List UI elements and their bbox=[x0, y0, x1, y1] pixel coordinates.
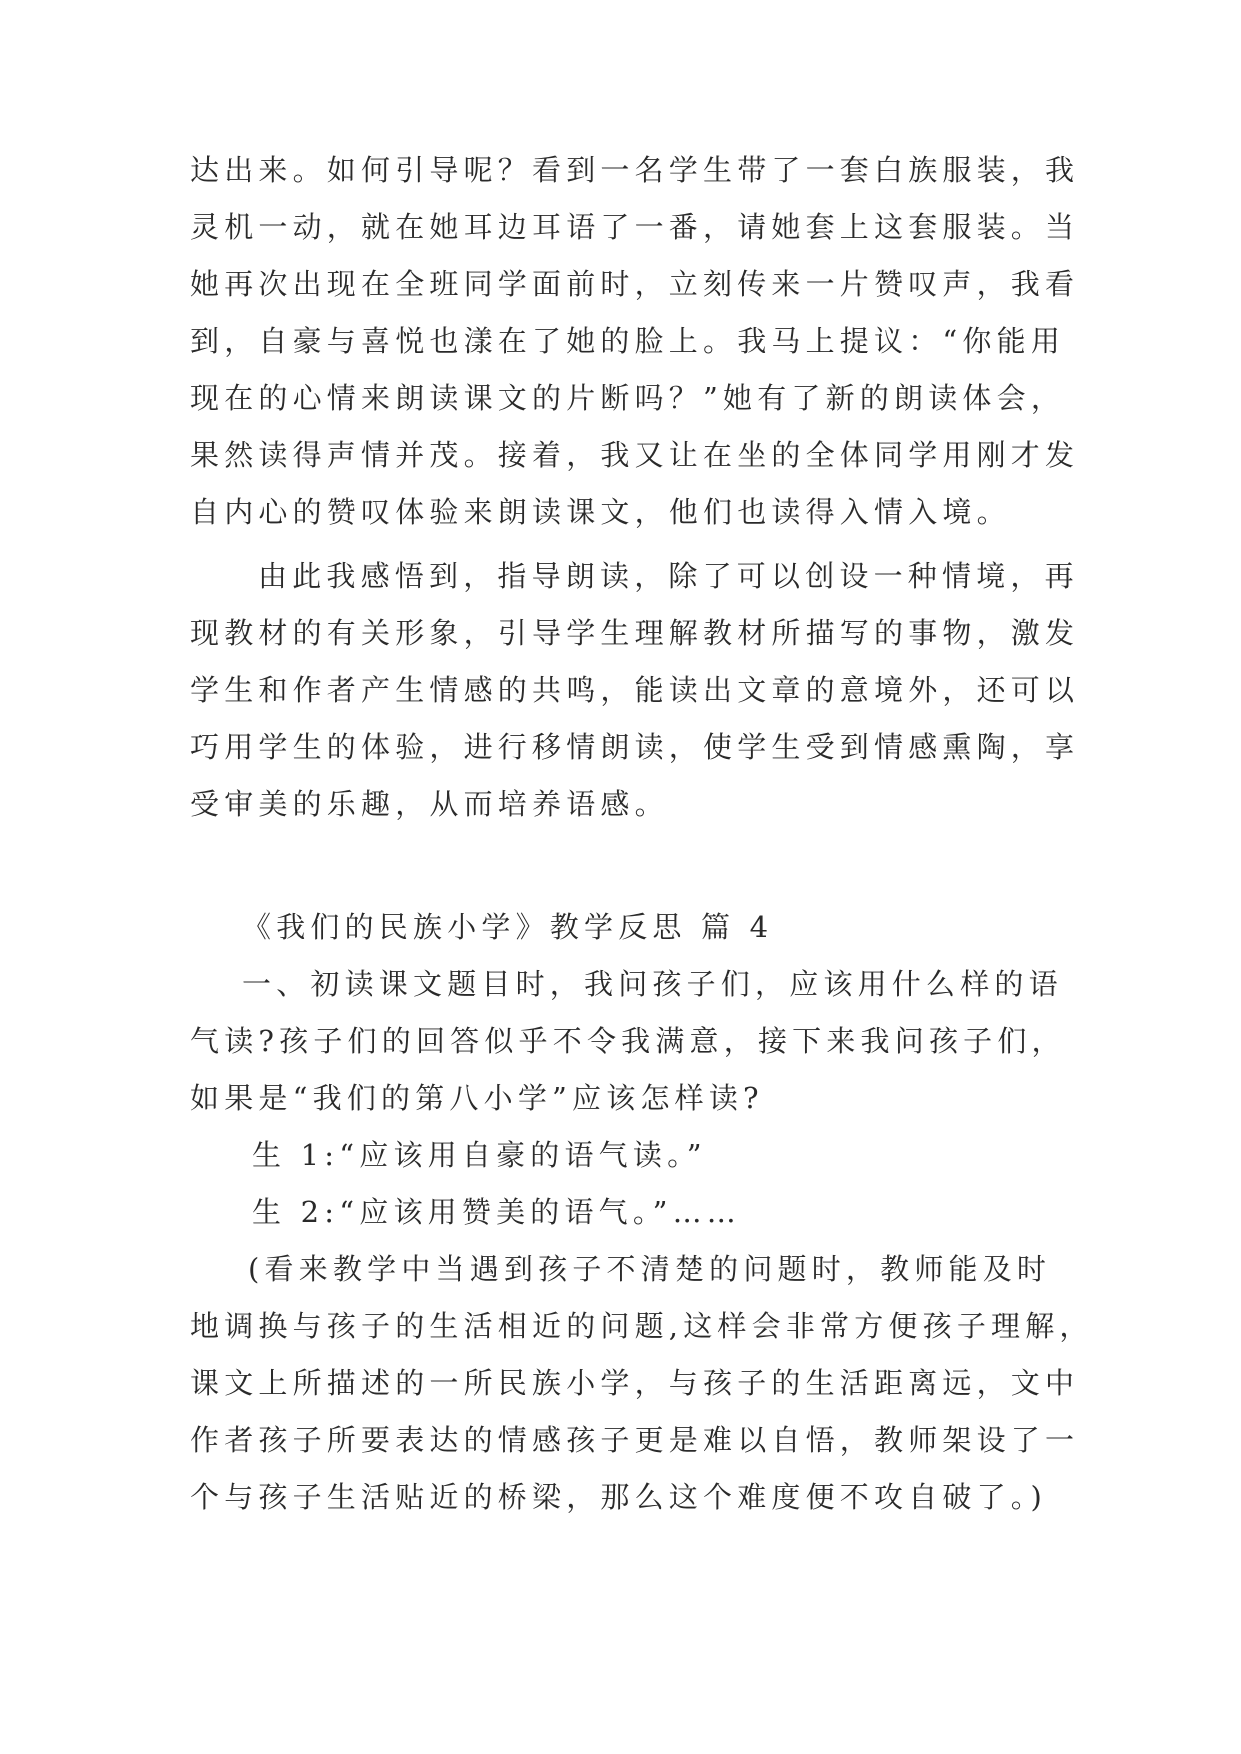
paragraph-line: 达出来。如何引导呢？看到一名学生带了一套白族服装，我 bbox=[190, 153, 1080, 187]
paragraph-line: 气读?孩子们的回答似乎不令我满意，接下来我问孩子们， bbox=[190, 1024, 1066, 1058]
paragraph-line: (看来教学中当遇到孩子不清楚的问题时，教师能及时 bbox=[248, 1252, 1052, 1286]
paragraph-line: 现教材的有关形象，引导学生理解教材所描写的事物，激发 bbox=[190, 616, 1080, 650]
paragraph-line: 一、初读课文题目时，我问孩子们，应该用什么样的语 bbox=[242, 967, 1063, 1001]
paragraph-line: 现在的心情来朗读课文的片断吗？”她有了新的朗读体会， bbox=[190, 381, 1066, 415]
paragraph-line: 她再次出现在全班同学面前时，立刻传来一片赞叹声，我看 bbox=[190, 267, 1080, 301]
paragraph-line: 学生和作者产生情感的共鸣，能读出文章的意境外，还可以 bbox=[190, 673, 1080, 707]
paragraph-line: 地调换与孩子的生活相近的问题,这样会非常方便孩子理解， bbox=[190, 1309, 1094, 1343]
paragraph-line: 自内心的赞叹体验来朗读课文，他们也读得入情入境。 bbox=[190, 495, 1011, 529]
paragraph-line: 灵机一动，就在她耳边耳语了一番，请她套上这套服装。当 bbox=[190, 210, 1080, 244]
paragraph-line: 到，自豪与喜悦也漾在了她的脸上。我马上提议：“你能用 bbox=[190, 324, 1066, 358]
paragraph-line: 作者孩子所要表达的情感孩子更是难以自悟，教师架设了一 bbox=[190, 1423, 1080, 1457]
paragraph-line: 由此我感悟到，指导朗读，除了可以创设一种情境，再 bbox=[258, 559, 1079, 593]
paragraph-line: 课文上所描述的一所民族小学，与孩子的生活距离远，文中 bbox=[190, 1366, 1080, 1400]
dialogue-line: 生 2:“应该用赞美的语气。”…… bbox=[252, 1195, 741, 1229]
paragraph-line: 巧用学生的体验，进行移情朗读，使学生受到情感熏陶，享 bbox=[190, 730, 1080, 764]
dialogue-line: 生 1:“应该用自豪的语气读。” bbox=[252, 1138, 707, 1172]
paragraph-line: 果然读得声情并茂。接着，我又让在坐的全体同学用刚才发 bbox=[190, 438, 1080, 472]
paragraph-line: 受审美的乐趣，从而培养语感。 bbox=[190, 787, 669, 821]
paragraph-line: 如果是“我们的第八小学”应该怎样读? bbox=[190, 1081, 764, 1115]
paragraph-line: 个与孩子生活贴近的桥梁，那么这个难度便不攻自破了。) bbox=[190, 1480, 1048, 1514]
section-heading: 《我们的民族小学》教学反思 篇 4 bbox=[242, 910, 774, 944]
